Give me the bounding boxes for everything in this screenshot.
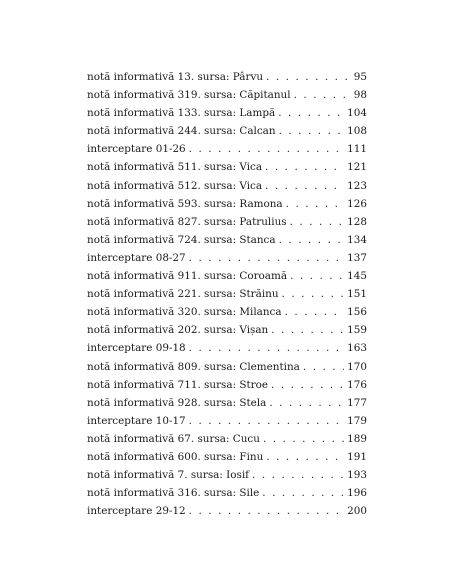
dot-leader (189, 249, 344, 267)
dot-leader (189, 339, 344, 357)
dot-leader (271, 321, 344, 339)
toc-entry (87, 339, 367, 357)
toc-entry-title: notă informativă 724. sursa: Stanca (87, 233, 276, 246)
toc-entry-page: 126 (347, 197, 367, 210)
toc-entry-title: notă informativă 600. sursa: Finu (87, 450, 264, 463)
dot-leader (189, 502, 344, 520)
toc-entry-title: notă informativă 320. sursa: Milanca (87, 306, 282, 319)
toc-entry (87, 158, 367, 176)
toc-entry (87, 502, 367, 520)
toc-entry-page: 191 (347, 450, 367, 463)
toc-entry-page: 95 (353, 71, 367, 83)
toc-entry-title: notă informativă 809. sursa: Clementina (87, 360, 300, 373)
toc-entry-page: 177 (347, 396, 367, 409)
toc-entry (87, 122, 367, 140)
toc-entry (87, 285, 367, 303)
toc-entry-page: 176 (347, 378, 367, 391)
dot-leader (290, 267, 344, 285)
dot-leader (266, 68, 351, 86)
toc-entry-title: notă informativă 202. sursa: Vișan (87, 324, 269, 337)
table-of-contents (87, 68, 367, 520)
toc-entry-page: 121 (347, 161, 367, 174)
toc-entry-title: notă informativă 316. sursa: Sile (87, 487, 260, 500)
dot-leader (269, 394, 344, 412)
toc-entry-title: notă informativă 221. sursa: Străinu (87, 288, 279, 301)
toc-entry-title: notă informativă 512. sursa: Vica (87, 179, 263, 192)
toc-entry-page: 111 (347, 143, 367, 156)
toc-entry (87, 195, 367, 213)
toc-entry-page: 193 (347, 469, 367, 482)
toc-entry-title: notă informativă 511. sursa: Vica (87, 161, 263, 174)
dot-leader (189, 412, 344, 430)
toc-entry-page: 128 (347, 215, 367, 228)
toc-entry-title: notă informativă 911. sursa: Coroamă (87, 270, 288, 283)
toc-entry-title: interceptare 10-17 (87, 414, 186, 427)
toc-entry (87, 303, 367, 321)
toc-entry (87, 412, 367, 430)
toc-entry (87, 140, 367, 158)
dot-leader (279, 231, 345, 249)
toc-entry (87, 86, 367, 104)
toc-entry (87, 177, 367, 195)
toc-entry (87, 321, 367, 339)
dot-leader (271, 376, 344, 394)
toc-entry (87, 68, 367, 86)
dot-leader (189, 140, 344, 158)
toc-entry (87, 249, 367, 267)
toc-entry-page: 170 (347, 360, 367, 373)
dot-leader (266, 448, 344, 466)
toc-entry (87, 358, 367, 376)
toc-entry-title: interceptare 01-26 (87, 143, 186, 156)
toc-entry-page: 108 (347, 125, 367, 138)
toc-entry-page: 104 (347, 107, 367, 120)
toc-entry (87, 267, 367, 285)
toc-entry-title: notă informativă 244. sursa: Calcan (87, 125, 276, 138)
toc-entry-title: interceptare 08-27 (87, 251, 186, 264)
toc-entry-title: interceptare 29-12 (87, 505, 186, 518)
toc-entry-title: notă informativă 13. sursa: Pârvu (87, 71, 264, 83)
dot-leader (303, 358, 344, 376)
toc-entry-title: notă informativă 711. sursa: Stroe (87, 378, 269, 391)
toc-entry-page: 137 (347, 251, 367, 264)
toc-entry (87, 448, 367, 466)
dot-leader (279, 122, 345, 140)
toc-entry-page: 159 (347, 324, 367, 337)
dot-leader (262, 484, 344, 502)
toc-entry-page: 145 (347, 270, 367, 283)
toc-entry-page: 196 (347, 487, 367, 500)
toc-entry-page: 134 (347, 233, 367, 246)
toc-entry (87, 484, 367, 502)
dot-leader (278, 104, 344, 122)
dot-leader (265, 158, 344, 176)
toc-entry-page: 189 (347, 432, 367, 445)
dot-leader (282, 285, 345, 303)
toc-entry-title: notă informativă 67. sursa: Cucu (87, 432, 260, 445)
toc-entry-page: 98 (353, 89, 367, 102)
dot-leader (265, 177, 344, 195)
toc-entry (87, 104, 367, 122)
dot-leader (263, 430, 344, 448)
dot-leader (252, 466, 344, 484)
toc-entry-page: 151 (347, 288, 367, 301)
toc-entry (87, 466, 367, 484)
toc-entry-page: 123 (347, 179, 367, 192)
toc-entry-page: 179 (347, 414, 367, 427)
toc-entry-title: notă informativă 593. sursa: Ramona (87, 197, 283, 210)
dot-leader (286, 195, 345, 213)
toc-entry-title: interceptare 09-18 (87, 342, 186, 355)
toc-entry-title: notă informativă 827. sursa: Patrulius (87, 215, 287, 228)
dot-leader (294, 86, 351, 104)
toc-entry (87, 213, 367, 231)
toc-entry-title: notă informativă 7. sursa: Iosif (87, 469, 250, 482)
toc-entry (87, 430, 367, 448)
toc-entry (87, 394, 367, 412)
toc-entry-title: notă informativă 928. sursa: Stela (87, 396, 267, 409)
toc-entry-page: 156 (347, 306, 367, 319)
dot-leader (290, 213, 345, 231)
toc-entry-title: notă informativă 133. sursa: Lampă (87, 107, 276, 120)
dot-leader (285, 303, 345, 321)
toc-entry (87, 231, 367, 249)
toc-entry-page: 163 (347, 342, 367, 355)
toc-entry (87, 376, 367, 394)
toc-entry-page: 200 (347, 505, 367, 518)
toc-entry-title: notă informativă 319. sursa: Căpitanul (87, 89, 291, 102)
